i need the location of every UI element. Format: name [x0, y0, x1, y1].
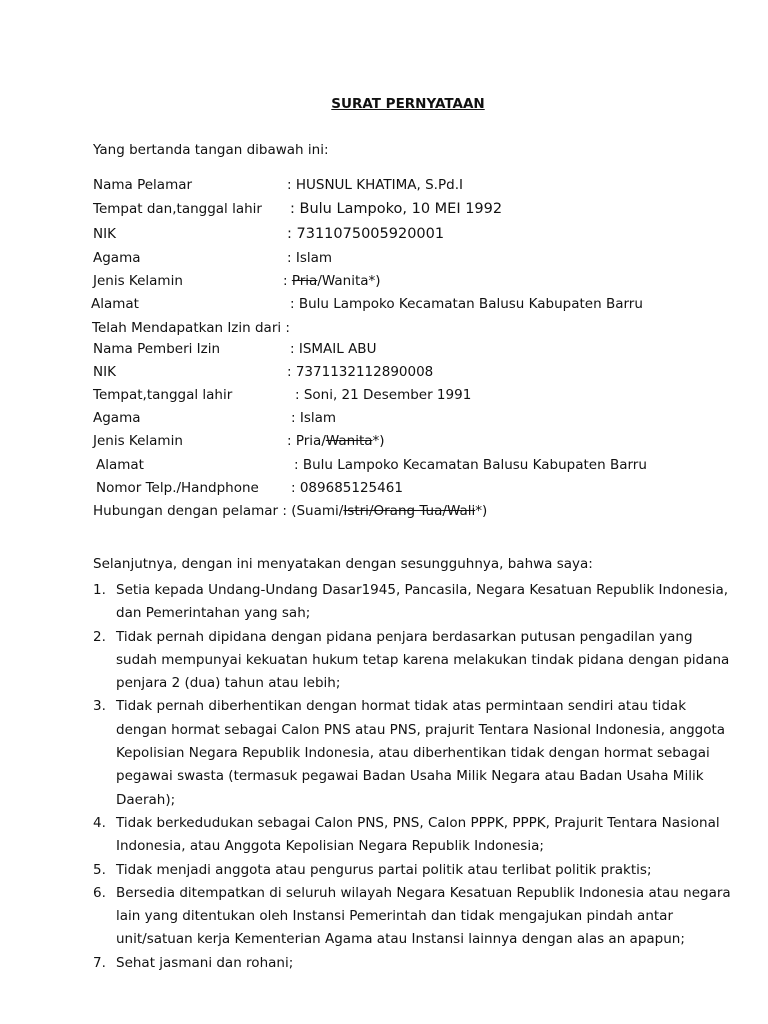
struck-option: Wali [446, 503, 476, 519]
statement-number: 2. [93, 628, 106, 645]
field-value: : Bulu Lampoko, 10 MEI 1992 [290, 201, 503, 217]
statement-number: 4. [93, 814, 106, 831]
field-value: : 7371132112890008 [287, 364, 434, 380]
statement-number: 5. [93, 861, 106, 878]
field-value: : HUSNUL KHATIMA, S.Pd.I [287, 177, 463, 193]
intro-text: Yang bertanda tangan dibawah ini: [93, 142, 329, 158]
statement-text: Tidak pernah dipidana dengan pidana penjara berdasarkan putusan pengadilan yang sudah mempunyai kekuatan hukum tetap karena melakukan tindak pidana dengan pidana penjara 2 (dua) tahun atau lebih; [116, 628, 730, 692]
document-title: SURAT PERNYATAAN [331, 96, 485, 112]
field-label: NIK [93, 226, 116, 242]
statement-intro: Selanjutnya, dengan ini menyatakan dengan sesungguhnya, bahwa saya: [93, 556, 593, 572]
field-value: : 089685125461 [291, 480, 403, 496]
field-label: Alamat [96, 457, 144, 473]
document-page: SURAT PERNYATAAN Yang bertanda tangan dibawah ini: Nama Pelamar : HUSNUL KHATIMA, S.Pd.I Tempat dan,tanggal lahir : Bulu Lampoko, 10 MEI 1992 NIK : 7311075005920001 Agama : Islam Jenis Kelamin : Pria/Wanita*) Alamat : Bulu Lampoko Kecamatan Balusu Kabupaten Barru Telah Mendapatkan Izin dari : Nama Pemberi Izin : ISMAIL ABU NIK : 7371132112890008 Tempat,tanggal lahir : Soni, 21 Desember 1991 Agama : Islam Jenis Kelamin : Pria/Wanita*) Alamat : Bulu Lampoko Kecamatan Balusu Kabupaten Barru Nomor Telp./Handphone : 089685125461 Hubungan dengan pelamar : (Suami/Istri/Orang Tua/Wali*) Selanjutnya, dengan ini menyatakan dengan sesungguhnya, bahwa saya: 1. Setia kepada Undang-Undang Dasar1945, Pancasila, Negara Kesatuan Republik Indonesia, dan Pemerintahan yang sah; 2. Tidak pernah dipidana dengan pidana penjara berdasarkan putusan pengadilan yang sudah mempunyai kekuatan hukum tetap karena melakukan tindak pidana dengan pidana penjara 2 (dua) tahun atau lebih; 3. Tidak pernah diberhentikan dengan hormat tidak atas permintaan sendiri atau tidak dengan hormat sebagai Calon PNS atau PNS, prajurit Tentara Nasional Indonesia, anggota Kepolisian Negara Republik Indonesia, atau diberhentikan tidak dengan hormat sebagai pegawai swasta (termasuk pegawai Badan Usaha Milik Negara atau Badan Usaha Milik Daerah); 4. Tidak berkedudukan sebagai Calon PNS, PNS, Calon PPPK, PPPK, Prajurit Tentara Nasional Indonesia, atau Anggota Kepolisian Negara Republik Indonesia; 5. Tidak menjadi anggota atau pengurus partai politik atau terlibat politik praktis; 6. Bersedia ditempatkan di seluruh wilayah Negara Kesatuan Republik Indonesia atau negara lain yang ditentukan oleh Instansi Pemerintah dan tidak mengajukan pindah antar unit/satuan kerja Kementerian Agama atau Instansi lainnya dengan alas an apapun; 7. Sehat jasmani dan rohani; [0, 0, 768, 1024]
field-value [287, 431, 385, 451]
field-label: Hubungan dengan pelamar [93, 503, 279, 519]
field-label: Agama [93, 410, 141, 426]
relation-prefix: : (Suami/ [278, 503, 344, 519]
struck-separator: / [442, 503, 447, 519]
struck-option: Pria [291, 273, 318, 289]
statement-item [93, 882, 733, 952]
gender-prefix: : [283, 273, 292, 289]
gender-rest: /Wanita*) [317, 273, 381, 289]
statement-item [93, 859, 733, 882]
statement-number: 7. [93, 954, 106, 971]
statement-list [93, 579, 733, 975]
field-label: Agama [93, 250, 141, 266]
guardian-relation-row [93, 501, 487, 521]
field-label: Jenis Kelamin [93, 433, 183, 449]
statement-text: Tidak menjadi anggota atau pengurus partai politik atau terlibat politik praktis; [116, 861, 652, 878]
field-value [283, 271, 381, 291]
statement-text: Sehat jasmani dan rohani; [116, 954, 294, 971]
statement-item [93, 626, 733, 696]
statement-text: Tidak pernah diberhentikan dengan hormat tidak atas permintaan sendiri atau tidak dengan hormat sebagai Calon PNS atau PNS, prajurit Tentara Nasional Indonesia, anggota Kepolisian Negara Republik Indonesia, atau diberhentikan tidak dengan hormat sebagai pegawai swasta (termasuk pegawai Badan Usaha Milik Negara atau Badan Usaha Milik Daerah); [116, 698, 726, 808]
field-label: Nama Pelamar [93, 177, 193, 193]
field-label: Tempat dan,tanggal lahir [93, 201, 262, 217]
relation-rest: *) [475, 503, 488, 519]
statement-text: Setia kepada Undang-Undang Dasar1945, Pancasila, Negara Kesatuan Republik Indonesia, dan Pemerintahan yang sah; [116, 582, 729, 622]
struck-option: Orang Tua [373, 503, 443, 519]
statement-number: 1. [93, 582, 106, 598]
field-value: : Soni, 21 Desember 1991 [295, 387, 472, 403]
struck-option: Istri [343, 503, 369, 519]
field-value: : Islam [287, 250, 333, 266]
field-label: Nama Pemberi Izin [93, 341, 221, 357]
struck-option: Wanita [325, 433, 373, 449]
gender-prefix: : Pria/ [287, 433, 326, 449]
field-value: : Islam [291, 410, 337, 426]
gender-rest: *) [372, 433, 385, 449]
statement-item [93, 952, 733, 975]
statement-number: 6. [93, 884, 106, 901]
field-label: NIK [93, 364, 116, 380]
field-label: Nomor Telp./Handphone [96, 480, 259, 496]
field-value: : Bulu Lampoko Kecamatan Balusu Kabupaten Barru [290, 296, 643, 312]
field-value: : ISMAIL ABU [290, 341, 377, 357]
field-label: Jenis Kelamin [93, 273, 183, 289]
statement-item [93, 579, 733, 626]
statement-item [93, 812, 733, 859]
field-value: : Bulu Lampoko Kecamatan Balusu Kabupaten Barru [294, 457, 647, 473]
field-label: Tempat,tanggal lahir [93, 387, 233, 403]
statement-item [93, 695, 733, 811]
struck-separator: / [368, 503, 374, 519]
field-label: Alamat [91, 296, 139, 312]
statement-text: Tidak berkedudukan sebagai Calon PNS, PNS, Calon PPPK, PPPK, Prajurit Tentara Nasional Indonesia, atau Anggota Kepolisian Negara Republik Indonesia; [116, 814, 720, 855]
statement-number: 3. [93, 698, 106, 715]
statement-text: Bersedia ditempatkan di seluruh wilayah Negara Kesatuan Republik Indonesia atau negara lain yang ditentukan oleh Instansi Pemerintah dan tidak mengajukan pindah antar unit/satuan kerja Kementerian Agama atau Instansi lainnya dengan alas an apapun; [116, 884, 731, 948]
field-value: : 7311075005920001 [287, 226, 445, 242]
